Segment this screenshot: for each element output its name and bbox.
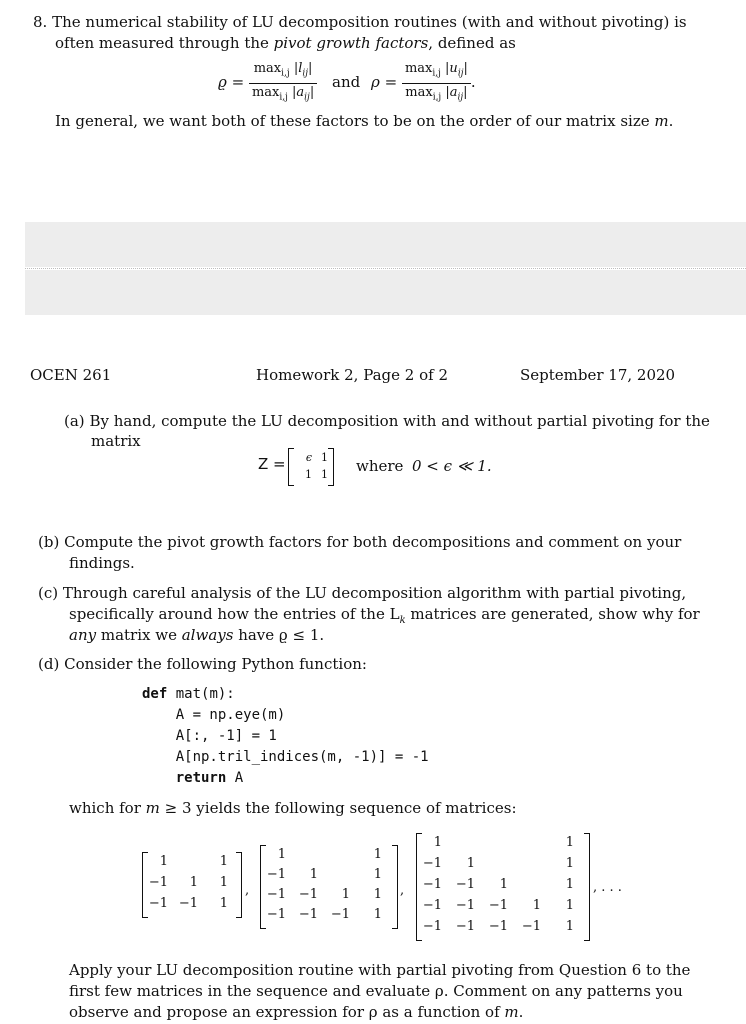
z-entry-11: ϵ (305, 451, 312, 464)
matrix-entry: 1 (309, 867, 318, 882)
matrix-entry: 1 (433, 835, 442, 850)
rho-label: ρ = (371, 73, 398, 92)
after-code-text: which for m ≥ 3 yields the following sequence of matrices: (69, 799, 517, 817)
matrix-entry: −1 (488, 919, 508, 934)
header-date: September 17, 2020 (520, 366, 676, 384)
part-d-line1: (d) Consider the following Python function: (38, 655, 367, 673)
matrix-entry: 1 (373, 907, 382, 922)
code-line: A[:, -1] = 1 (142, 728, 277, 744)
matrix-entry: −1 (266, 867, 286, 882)
page-break-band-bottom (25, 270, 746, 315)
matrix-entry: 1 (565, 856, 574, 871)
z-label: Z = (258, 455, 286, 473)
part-c-label: (c) (38, 584, 59, 602)
matrix-entry: −1 (148, 875, 168, 890)
matrix-separator-1: , (245, 883, 250, 898)
closing-line3: observe and propose an expression for ρ as a function of m. (69, 1003, 524, 1021)
varrho-label: ϱ = (218, 73, 245, 92)
matrix-entry: 1 (341, 887, 350, 902)
z-where: where (356, 457, 404, 475)
problem-number: 8. (33, 13, 48, 31)
matrix-entry: 1 (565, 835, 574, 850)
page-break-divider (25, 268, 746, 269)
part-b-line2: findings. (69, 554, 135, 572)
matrix-entry: −1 (455, 877, 475, 892)
matrix-entry: 1 (219, 854, 228, 869)
matrix-entry: 1 (565, 919, 574, 934)
matrix-entry: 1 (499, 877, 508, 892)
intro-text-2b: , defined as (428, 34, 516, 52)
growth-factor-equation: ϱ = $\frac{\max_{i,j} |l_{ij}|}{\max_{i,j} |a_{ij}|}$ and ρ = $\frac{\max_{i,j} |u_{ij}|}{\max_{i,j} |a_{ij}|}$ . (218, 60, 476, 106)
and-word: and (332, 73, 361, 92)
matrix-entry: −1 (298, 907, 318, 922)
closing-line1: Apply your LU decomposition routine with partial pivoting from Question 6 to the (69, 961, 691, 979)
matrix-entry: 1 (532, 898, 541, 913)
intro-text-2a: often measured through the (55, 34, 274, 52)
matrix-5x5 (416, 833, 590, 941)
matrix-entry: 1 (219, 875, 228, 890)
part-c-line1: (c) Through careful analysis of the LU decomposition algorithm with partial pivoting, (38, 584, 687, 602)
matrix-entry: −1 (148, 896, 168, 911)
header-page: Homework 2, Page 2 of 2 (256, 366, 449, 384)
matrix-ellipsis: , . . . (593, 880, 622, 895)
matrix-entry: 1 (466, 856, 475, 871)
matrix-entry: 1 (373, 847, 382, 862)
matrix-entry: −1 (266, 907, 286, 922)
matrix-entry: 1 (159, 854, 168, 869)
problem-intro-line1 (33, 12, 733, 33)
matrix-3x3 (142, 852, 242, 918)
matrix-entry: 1 (189, 875, 198, 890)
matrix-entry: −1 (422, 856, 442, 871)
code-block (142, 684, 429, 789)
matrix-entry: −1 (455, 919, 475, 934)
matrix-entry: −1 (422, 919, 442, 934)
matrix-entry: 1 (277, 847, 286, 862)
problem-intro-line2 (55, 33, 735, 54)
matrix-entry: 1 (219, 896, 228, 911)
code-line: A[np.tril_indices(m, -1)] = -1 (142, 749, 429, 765)
matrix-entry: 1 (565, 898, 574, 913)
part-d-label: (d) (38, 655, 60, 673)
z-matrix (288, 448, 334, 486)
matrix-entry: −1 (422, 877, 442, 892)
matrix-4x4 (260, 845, 398, 929)
code-line: def mat(m): (142, 686, 235, 702)
part-a-line2: matrix (91, 432, 141, 450)
z-entry-21: 1 (305, 468, 312, 481)
part-a-line1: (a) By hand, compute the LU decomposition with and without partial pivoting for the (64, 412, 710, 430)
matrix-entry: 1 (373, 867, 382, 882)
matrix-entry: −1 (178, 896, 198, 911)
part-a-label: (a) (64, 412, 85, 430)
intro-emphasis: pivot growth factors (273, 34, 429, 52)
z-entry-12: 1 (321, 451, 328, 464)
part-c-line2: specifically around how the entries of the $L_k$ matrices are generated, show why for (69, 605, 700, 626)
intro-text-1: The numerical stability of LU decomposition routines (with and without pivoting) is (52, 13, 687, 31)
code-line: return A (142, 770, 244, 786)
matrix-entry: −1 (422, 898, 442, 913)
matrix-entry: 1 (565, 877, 574, 892)
code-keyword: def (142, 686, 168, 702)
z-entry-22: 1 (321, 468, 328, 481)
matrix-entry: −1 (330, 907, 350, 922)
closing-line2: first few matrices in the sequence and evaluate ρ. Comment on any patterns you (69, 982, 683, 1000)
matrix-entry: −1 (521, 919, 541, 934)
page-break-band-top (25, 222, 746, 267)
part-c-line3: any matrix we always have ϱ ≤ 1. (69, 626, 325, 644)
general-statement: In general, we want both of these factors to be on the order of our matrix size m. (55, 112, 674, 130)
matrix-entry: −1 (266, 887, 286, 902)
matrix-entry: 1 (373, 887, 382, 902)
matrix-separator-2: , (400, 883, 405, 898)
part-b-label: (b) (38, 533, 60, 551)
header-course: OCEN 261 (30, 366, 112, 384)
part-b-line1: (b) Compute the pivot growth factors for both decompositions and comment on your (38, 533, 682, 551)
matrix-entry: −1 (455, 898, 475, 913)
matrix-entry: −1 (298, 887, 318, 902)
code-line: A = np.eye(m) (142, 707, 286, 723)
matrix-entry: −1 (488, 898, 508, 913)
z-condition: 0 < ϵ ≪ 1. (412, 457, 492, 475)
varrho-fraction: $\frac{\max_{i,j} |l_{ij}|}{\max_{i,j} |a_{ij}|}$ (249, 60, 317, 106)
code-keyword: return (142, 770, 227, 786)
rho-fraction: $\frac{\max_{i,j} |u_{ij}|}{\max_{i,j} |a_{ij}|}$ (402, 60, 471, 106)
